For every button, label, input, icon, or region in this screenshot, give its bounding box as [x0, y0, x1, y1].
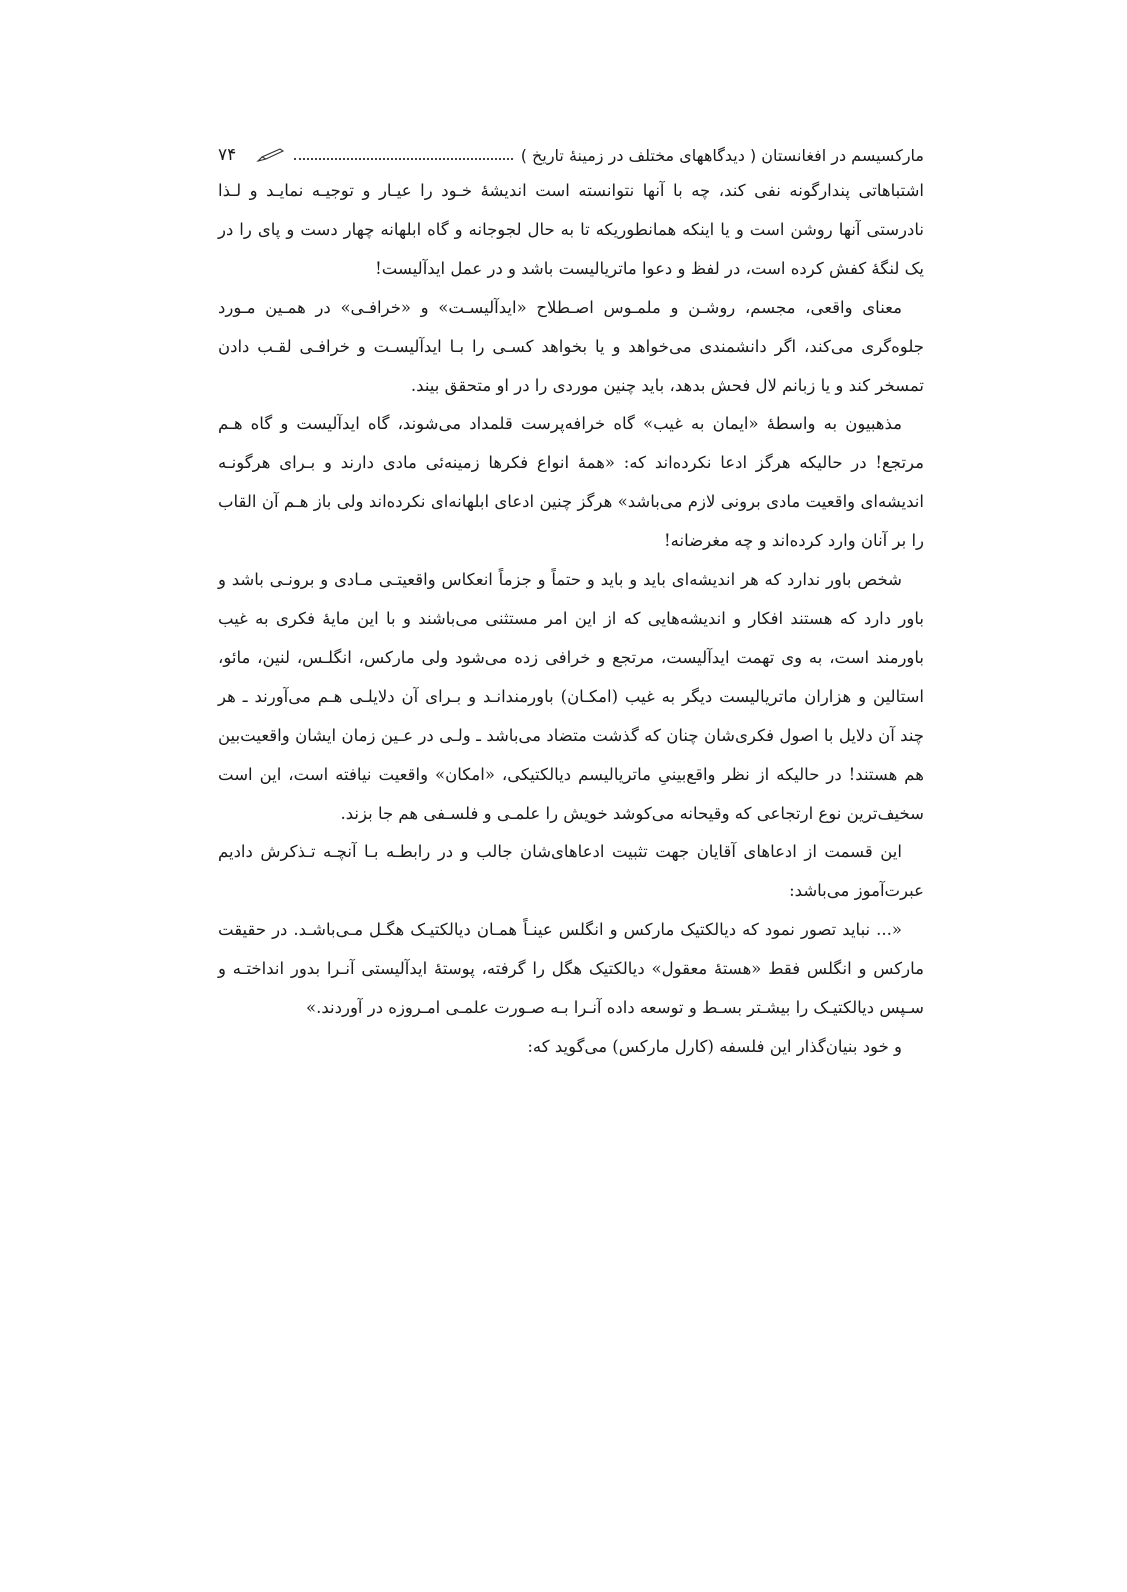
paragraph-4: شخص باور ندارد که هر اندیشه‌ای باید و باید و حتماً و جزماً انعکاس واقعیتـی مـادی و برونـی باشد و باور دارد که هستند افکار و اندیشه‌هایی که از این امر مستثنی می‌باشند و با این مایهٔ فکری به غیب باورمند است، به وی تهمت ایدآلیست، مرتجع و خرافی زده می‌شود ولی مارکس، انگلـس، لنین، مائو، استالین و هزاران ماتریالیست دیگر به غیب (امکـان) باورمندانـد و بـرای آن دلایلـی هـم می‌آورند ـ هر چند آن دلایل با اصول فکری‌شان چنان که گذشت متضاد می‌باشد ـ ولـی در عـین زمان ایشان واقعیت‌بین هم هستند! در حالیکه از نظر واقع‌بینیِ ماتریالیسم دیالکتیکی، «امکان» واقعیت نیافته است، این است سخیف‌ترین نوع ارتجاعی که وقیحانه می‌کوشد خویش را علمـی و فلسـفی هم جا بزند. — [218, 570, 924, 823]
paragraph-3: مذهبیون به واسطهٔ «ایمان به غیب» گاه خرافه‌پرست قلمداد می‌شوند، گاه ایدآلیست و گاه هـم مرتجع! در حالیکه هرگز ادعا نکرده‌اند که: «همهٔ انواع فکرها زمینه‌ئی مادی دارند و بـرای هرگونـه اندیشه‌ای واقعیت مادی برونی لازم می‌باشد» هرگز چنین ادعای ابلهانه‌ای نکرده‌اند ولی باز هـم آن القاب را بر آنان وارد کرده‌اند و چه مغرضانه! — [218, 414, 924, 551]
quote-paragraph: «... نباید تصور نمود که دیالکتیک مارکس و انگلس عینـاً همـان دیالکتیـک هگـل مـی‌باشـد. در حقیقت مارکس و انگلس فقط «هستهٔ معقول» دیالکتیک هگل را گرفته، پوستهٔ ایدآلیستی آنـرا بدور انداختـه و سـپس دیالکتیـک را بیشـتر بسـط و توسعه داده آنـرا بـه صـورت علمـی امـروزه در آوردند.» — [218, 920, 924, 1018]
paragraph-1: اشتباهاتی پندارگونه نفی کند، چه با آنها نتوانسته است اندیشهٔ خـود را عیـار و توجیـه نمایـد و لـذا نادرستی آنها روشن است و یا اینکه همانطوریکه تا به حال لجوجانه و گاه ابلهانه چهار دست و پای را در یک لنگهٔ کفش کرده است، در لفظ و دعوا ماتریالیست باشد و در عمل ایدآلیست! — [218, 181, 924, 278]
dot-leader — [294, 156, 513, 160]
running-header — [218, 140, 924, 170]
paragraph-7: و خود بنیان‌گذار این فلسفه (کارل مارکس) می‌گوید که: — [527, 1036, 902, 1056]
paragraph-5: این قسمت از ادعاهای آقایان جهت تثبیت ادعاهای‌شان جالب و در رابطـه بـا آنچـه تـذکرش دادیم عبرت‌آموز می‌باشد: — [218, 842, 924, 901]
running-header-title: مارکسیسم در افغانستان ( دیدگاههای مختلف در زمینهٔ تاریخ ) — [520, 145, 924, 165]
paragraph-2: معنای واقعی، مجسم، روشـن و ملمـوس اصـطلاح «ایدآلیسـت» و «خرافـی» در همـین مـورد جلوه‌گری می‌کند، اگر دانشمندی می‌خواهد و یا بخواهد کسـی را بـا ایدآلیسـت و خرافـی لقـب دادن تمسخر کند و یا زبانم لال فحش بدهد، باید چنین موردی را در او متحقق بیند. — [218, 297, 924, 395]
body-text — [218, 172, 924, 1067]
page-number: ۷۴ — [218, 145, 237, 165]
pen-icon — [256, 147, 286, 163]
